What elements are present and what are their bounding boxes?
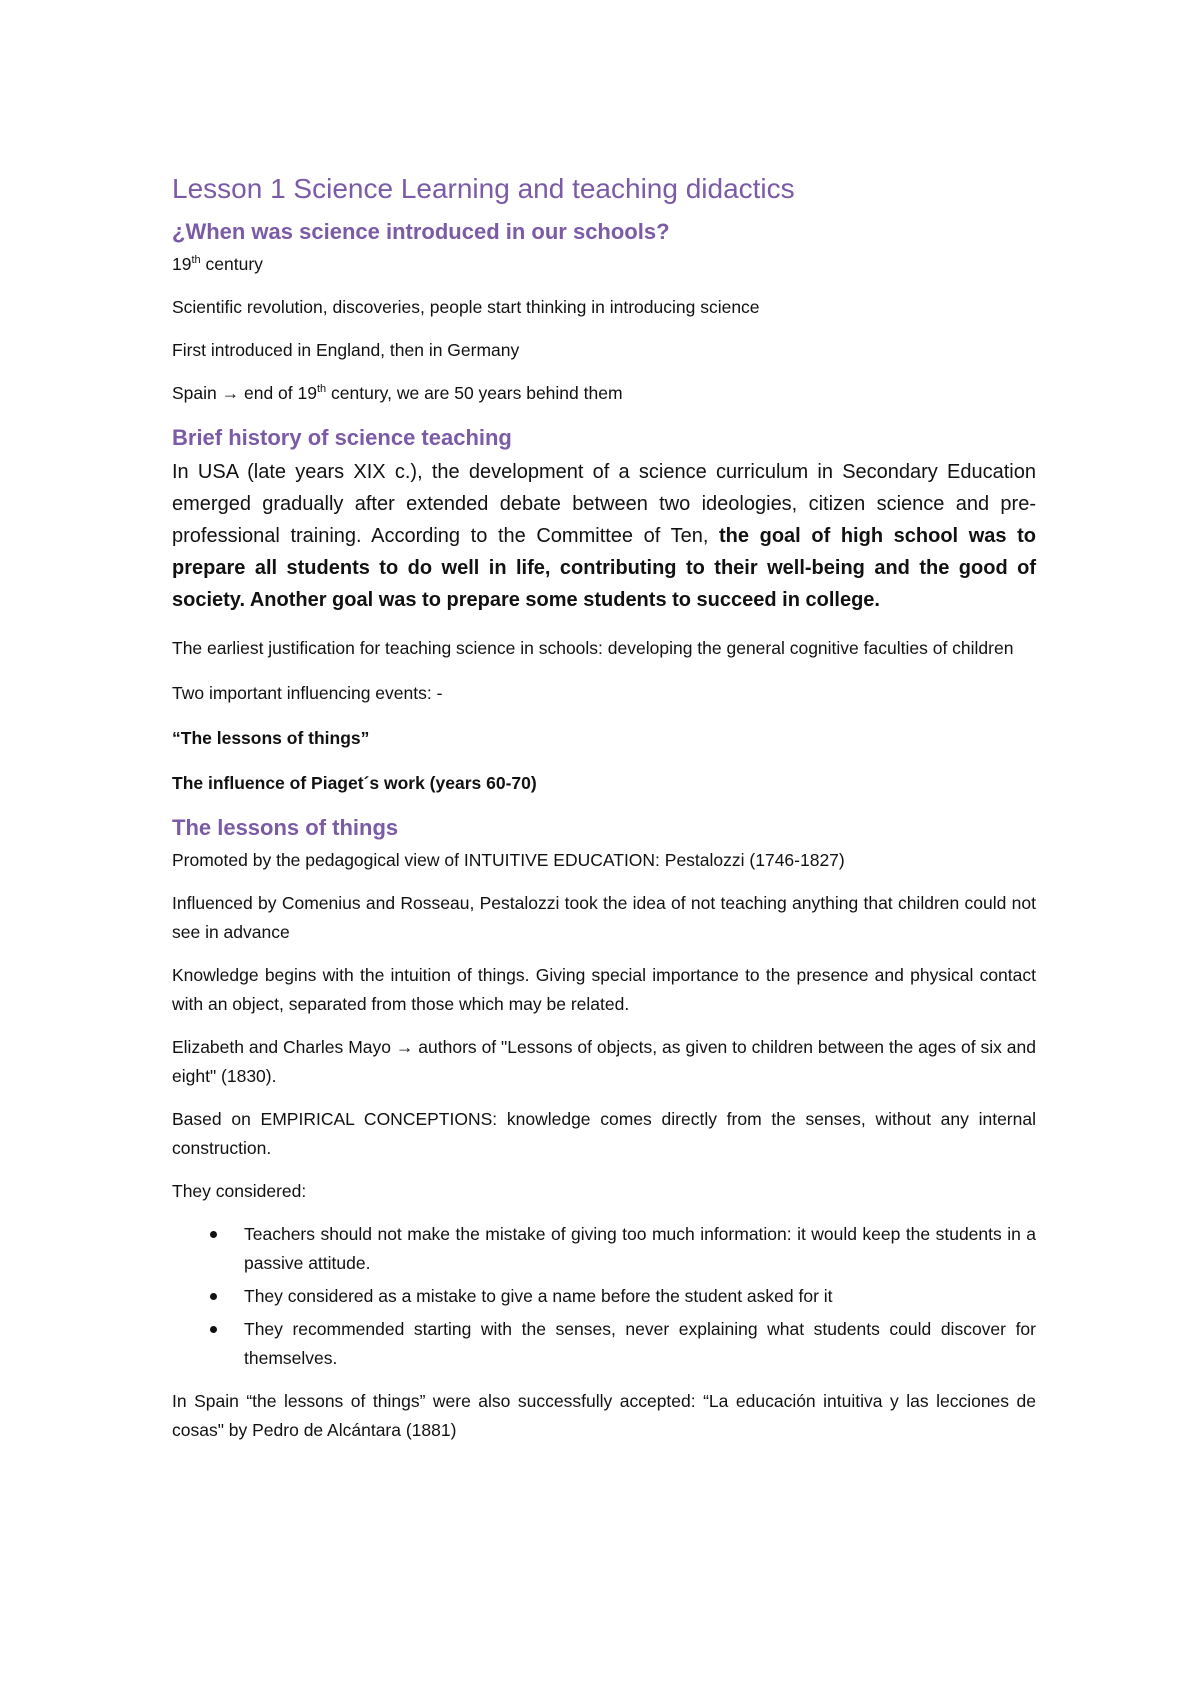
arrow-right-icon: → xyxy=(395,1037,414,1057)
section-heading-lessons-of-things: The lessons of things xyxy=(172,815,399,840)
list-item-text: They recommended starting with the senses, never explaining what students could discover for themselves. xyxy=(244,1319,1036,1368)
paragraph-two-events: Two important influencing events: - xyxy=(172,683,443,703)
mayo-text-a: Elizabeth and Charles Mayo xyxy=(172,1037,396,1057)
list-item-text: Teachers should not make the mistake of giving too much information: it would keep the students in a passive attitude. xyxy=(244,1224,1036,1273)
spain-text-a: Spain xyxy=(172,383,222,403)
paragraph-history xyxy=(172,456,1036,616)
paragraph-promoted: Promoted by the pedagogical view of INTUITIVE EDUCATION: Pestalozzi (1746-1827) xyxy=(172,850,845,870)
spain-text-c: century, we are 50 years behind them xyxy=(326,383,623,403)
mayo-text-b: authors of "Lessons of objects, as given to children between the ages of six and eight" (1830). xyxy=(172,1037,1036,1086)
paragraph-spain-century xyxy=(172,379,1036,408)
paragraph-they-considered: They considered: xyxy=(172,1181,307,1201)
list-item-text: They considered as a mistake to give a name before the student asked for it xyxy=(244,1286,833,1306)
bullet-icon xyxy=(210,1326,217,1333)
bullet-icon xyxy=(210,1293,217,1300)
history-text: In USA (late years XIX c.), the development of a science curriculum in Secondary Education emerged gradually after extended debate between two ideologies, citizen science and pre-professional training. According to the Committee of Ten, xyxy=(172,461,1036,547)
paragraph-earliest-justification: The earliest justification for teaching science in schools: developing the general cognitive faculties of children xyxy=(172,638,1014,658)
section-heading-introduction: ¿When was science introduced in our schools? xyxy=(172,219,670,244)
paragraph-influenced: Influenced by Comenius and Rosseau, Pestalozzi took the idea of not teaching anything that children could not see in advance xyxy=(172,893,1036,942)
list-item xyxy=(244,1220,1036,1278)
event-lessons-of-things xyxy=(172,724,1036,753)
spain-text-b: end of 19 xyxy=(239,383,317,403)
century-line xyxy=(172,250,1036,279)
event-lessons-of-things-text: “The lessons of things” xyxy=(172,728,370,748)
paragraph-revolution: Scientific revolution, discoveries, people start thinking in introducing science xyxy=(172,297,760,317)
event-piaget-text: The influence of Piaget´s work (years 60-70) xyxy=(172,773,537,793)
bullet-icon xyxy=(210,1231,217,1238)
section-heading-history: Brief history of science teaching xyxy=(172,425,512,450)
paragraph-knowledge: Knowledge begins with the intuition of things. Giving special importance to the presence and physical contact with an object, separated from those which may be related. xyxy=(172,965,1036,1014)
paragraph-spain-lessons: In Spain “the lessons of things” were also successfully accepted: “La educación intuitiva y las lecciones de cosas" by Pedro de Alcántara (1881) xyxy=(172,1391,1036,1440)
considerations-list xyxy=(172,1220,1036,1373)
century-superscript: th xyxy=(191,254,201,267)
paragraph-empirical: Based on EMPIRICAL CONCEPTIONS: knowledge comes directly from the senses, without any internal construction. xyxy=(172,1109,1036,1158)
paragraph-england: First introduced in England, then in Germany xyxy=(172,340,520,360)
list-item xyxy=(244,1282,1036,1311)
arrow-right-icon: → xyxy=(221,383,240,403)
spain-superscript: th xyxy=(316,383,327,396)
list-item xyxy=(244,1315,1036,1373)
paragraph-mayo xyxy=(172,1033,1036,1091)
document-title: Lesson 1 Science Learning and teaching didactics xyxy=(172,173,795,204)
century-word: century xyxy=(200,254,263,274)
history-bold-text: the goal of high school was to prepare all students to do well in life, contributing to their well-being and the good of society. Another goal was to prepare some students to succeed in college. xyxy=(172,525,1037,611)
event-piaget xyxy=(172,769,1036,798)
century-number: 19 xyxy=(172,254,192,274)
